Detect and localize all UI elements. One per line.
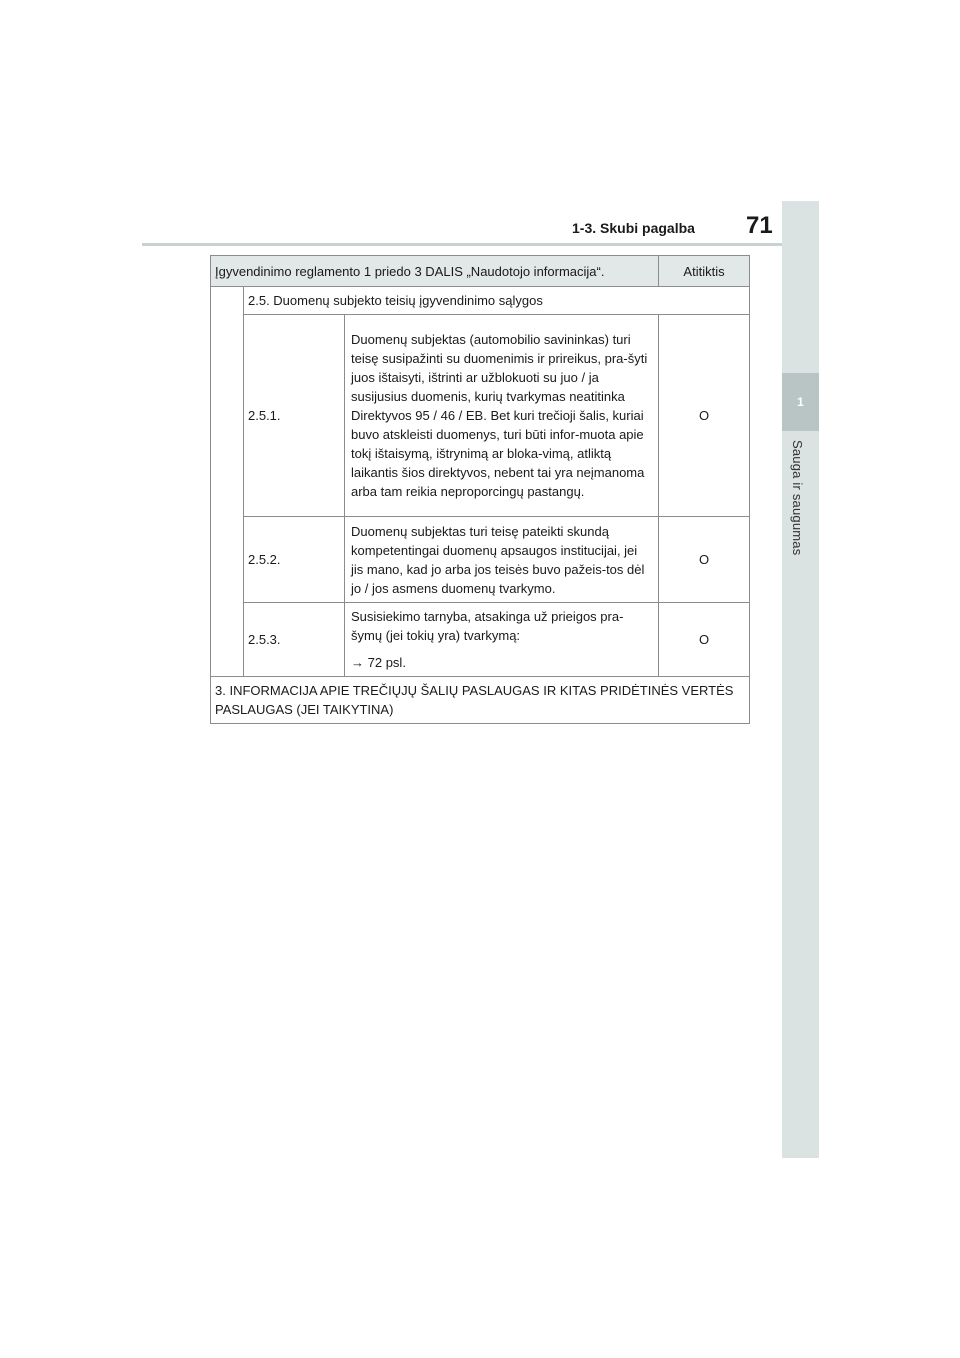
page-reference	[351, 653, 652, 672]
row-compliance: O	[659, 517, 750, 603]
page-reference-link[interactable]: 72 psl.	[367, 655, 406, 670]
side-tab	[782, 201, 819, 1158]
row-description-text: Susisiekimo tarnyba, atsakinga už prieigos pra-šymų (jei tokių yra) tvarkymą:	[351, 609, 624, 643]
row-number: 2.5.3.	[244, 603, 345, 677]
table-row	[211, 315, 750, 517]
table-row	[211, 603, 750, 677]
arrow-right-icon: →	[351, 655, 364, 670]
section-title: 1-3. Skubi pagalba	[572, 220, 695, 236]
table-row	[211, 517, 750, 603]
table-header-row	[211, 256, 750, 287]
row-description	[345, 603, 659, 677]
side-chapter-label: Sauga ir saugumas	[790, 440, 805, 556]
section-heading: 3. INFORMACIJA APIE TREČIŲJŲ ŠALIŲ PASLAUGAS IR KITAS PRIDĖTINĖS VERTĖS PASLAUGAS (JEI TAIKYTINA)	[211, 677, 750, 724]
row-description: Duomenų subjektas turi teisę pateikti skundą kompetentingai duomenų apsaugos institucijai, jei jis mano, kad jo arba jos teisės buvo pažeis-tos dėl jo / jos asmens duomenų tvarkymo.	[345, 517, 659, 603]
row-number: 2.5.2.	[244, 517, 345, 603]
row-compliance: O	[659, 603, 750, 677]
column-header-compliance: Atitiktis	[659, 256, 750, 287]
indent-cell	[211, 287, 244, 677]
row-number: 2.5.1.	[244, 315, 345, 517]
column-header-regulation: Įgyvendinimo reglamento 1 priedo 3 DALIS „Naudotojo informacija“.	[211, 256, 659, 287]
subsection-title: 2.5. Duomenų subjekto teisių įgyvendinimo sąlygos	[244, 287, 750, 315]
row-description: Duomenų subjektas (automobilio savininkas) turi teisę susipažinti su duomenimis ir prireikus, pra-šyti juos ištaisyti, ištrinti ar užblokuoti su juo / ja susijusius duomenis, kurių tvarkymas neatitinka Direktyvos 95 / 46 / EB. Bet kuri trečioji šalis, kuriai buvo atskleisti duomenys, turi būti infor-muota apie tokį ištaisymą, ištrynimą ar bloka-vimą, atliktą laikantis šios direktyvos, nebent tai yra neįmanoma arba tam reikia neproporcingų pastangų.	[345, 315, 659, 517]
side-chapter-number: 1	[782, 373, 819, 431]
header-rule	[142, 243, 782, 246]
page-number: 71	[746, 212, 773, 239]
section-row	[211, 677, 750, 724]
info-table	[210, 255, 750, 724]
subsection-row	[211, 287, 750, 315]
row-compliance: O	[659, 315, 750, 517]
